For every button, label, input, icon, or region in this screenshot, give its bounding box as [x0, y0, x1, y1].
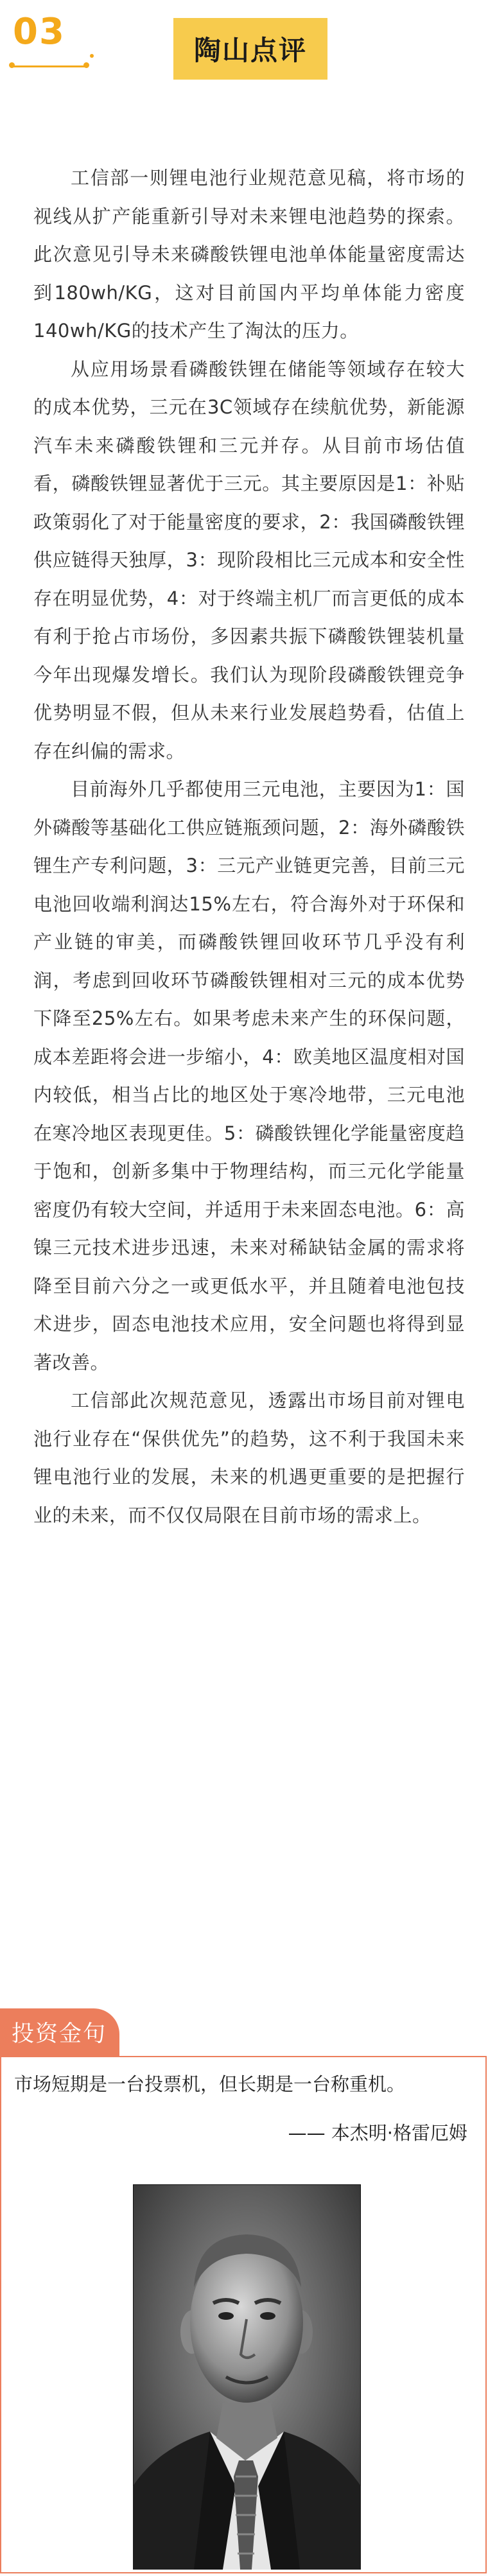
section-number: 03 — [13, 11, 65, 53]
paragraph-2: 从应用场景看磷酸铁锂在储能等领域存在较大的成本优势，三元在3C领域存在续航优势，新能源汽车未来磷酸铁锂和三元并存。从目前市场估值看，磷酸铁锂显著优于三元。其主要原因是1：补贴政策弱化了对于能量密度的要求，2：我国磷酸铁锂供应链得天独厚，3：现阶段相比三元成本和安全性存在明显优势，4：对于终端主机厂而言更低的成本有利于抢占市场份，多因素共振下磷酸铁锂装机量今年出现爆发增长。我们认为现阶段磷酸铁锂竞争优势明显不假，但从未来行业发展趋势看，估值上存在纠偏的需求。 — [33, 358, 465, 762]
section-title-box — [173, 18, 327, 80]
quote-tab-label: 投资金句 — [12, 2021, 107, 2047]
section-title: 陶山点评 — [193, 35, 307, 66]
quote-card — [0, 2056, 487, 2573]
accent-dot — [90, 54, 94, 58]
author-portrait — [133, 2184, 361, 2570]
paragraph-3: 目前海外几乎都使用三元电池，主要因为1：国外磷酸等基础化工供应链瓶颈问题，2：海外磷酸铁锂生产专利问题，3：三元产业链更完善，目前三元电池回收端利润达15%左右，符合海外对于环保和产业链的审美，而磷酸铁锂回收环节几乎没有利润，考虑到回收环节磷酸铁锂相对三元的成本优势下降至25%左右。如果考虑未来产生的环保问题，成本差距将会进一步缩小，4：欧美地区温度相对国内较低，相当占比的地区处于寒冷地带，三元电池在寒冷地区表现更佳。5：磷酸铁锂化学能量密度趋于饱和，创新多集中于物理结构，而三元化学能量密度仍有较大空间，并适用于未来固态电池。6：高镍三元技术进步迅速，未来对稀缺钴金属的需求将降至目前六分之一或更低水平，并且随着电池包技术进步，固态电池技术应用，安全问题也将得到显著改善。 — [33, 778, 465, 1373]
paragraph-4: 工信部此次规范意见，透露出市场目前对锂电池行业存在“保供优先”的趋势，这不利于我国未来锂电池行业的发展，未来的机遇更重要的是把握行业的未来，而不仅仅局限在目前市场的需求上。 — [33, 1389, 465, 1526]
underline-dot-right — [83, 62, 89, 68]
quote-text: 市场短期是一台投票机，但长期是一台称重机。 — [14, 2073, 406, 2095]
section-number-underline — [12, 65, 86, 67]
article-body — [33, 159, 465, 1535]
paragraph-1: 工信部一则锂电池行业规范意见稿，将市场的视线从扩产能重新引导对未来锂电池趋势的探索。此次意见引导未来磷酸铁锂电池单体能量密度需达到180wh/KG，这对目前国内平均单体能力密度140wh/KG的技术产生了淘汰的压力。 — [33, 167, 465, 342]
section-header — [0, 0, 488, 83]
quote-tab — [0, 2008, 119, 2056]
underline-dot-left — [9, 62, 15, 68]
quote-author: —— 本杰明·格雷厄姆 — [288, 2122, 467, 2144]
